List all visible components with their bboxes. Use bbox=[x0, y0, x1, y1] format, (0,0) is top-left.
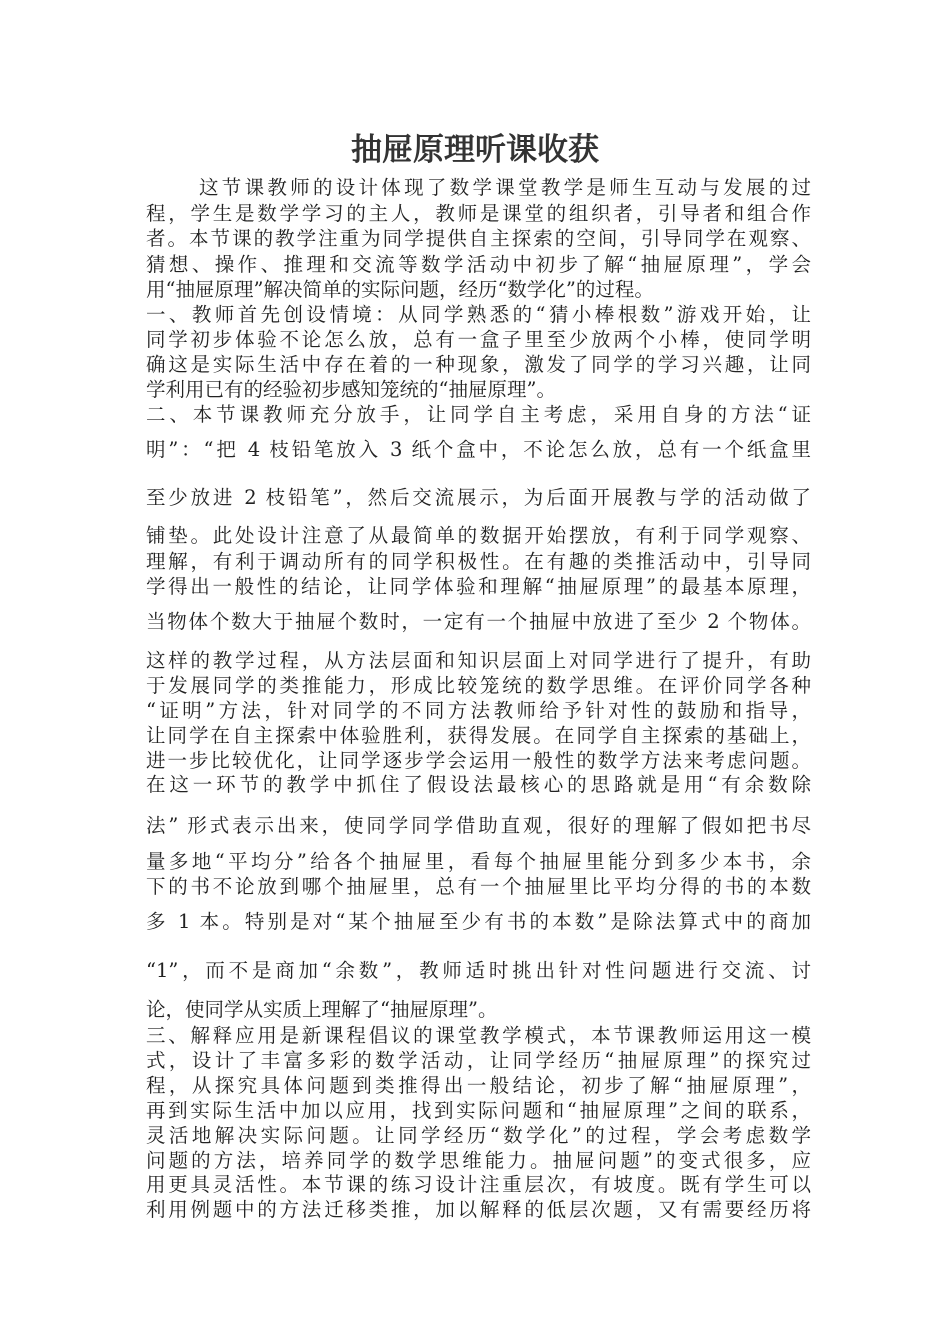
text-line: 者。本节课的教学注重为同学提供自主探索的空间，引导同学在观察、 bbox=[146, 227, 811, 250]
text-line: 三、解释应用是新课程倡议的课堂教学模式，本节课教师运用这一模 bbox=[146, 1024, 811, 1047]
text-line: 用“抽屉原理”解决简单的实际问题，经历“数学化”的过程。 bbox=[146, 278, 654, 301]
text-line: 至少放进 2 枝铅笔”，然后交流展示，为后面开展教与学的活动做了 bbox=[146, 486, 811, 509]
text-line: 这节课教师的设计体现了数学课堂教学是师生互动与发展的过 bbox=[199, 176, 811, 199]
text-line: 式，设计了丰富多彩的数学活动，让同学经历“抽屉原理”的探究过 bbox=[146, 1049, 811, 1072]
text-line: “1”，而不是商加“余数”，教师适时挑出针对性问题进行交流、讨 bbox=[146, 959, 811, 982]
text-line: 明”：“把 4 枝铅笔放入 3 纸个盒中，不论怎么放，总有一个纸盒里 bbox=[146, 438, 811, 461]
text-line: 问题的方法，培养同学的数学思维能力。抽屉问题”的变式很多，应 bbox=[146, 1149, 811, 1172]
text-line: 灵活地解决实际问题。让同学经历“数学化”的过程，学会考虑数学 bbox=[146, 1124, 811, 1147]
text-line: 同学初步体验不论怎么放，总有一盒子里至少放两个小棒，使同学明 bbox=[146, 328, 811, 351]
text-line: 当物体个数大于抽屉个数时，一定有一个抽屉中放进了至少 2 个物体。 bbox=[146, 610, 811, 633]
text-line: 程，从探究具体问题到类推得出一般结论，初步了解“抽屉原理”， bbox=[146, 1074, 811, 1097]
text-line: 铺垫。此处设计注意了从最简单的数据开始摆放，有利于同学观察、 bbox=[146, 524, 811, 547]
text-line: 于发展同学的类推能力，形成比较笼统的数学思维。在评价同学各种 bbox=[146, 674, 811, 697]
text-line: 理解，有利于调动所有的同学积极性。在有趣的类推活动中，引导同 bbox=[146, 550, 811, 573]
page-title: 抽屉原理听课收获 bbox=[351, 132, 599, 168]
text-line: 猜想、操作、推理和交流等数学活动中初步了解“抽屉原理”，学会 bbox=[146, 253, 811, 276]
text-line: 这样的教学过程，从方法层面和知识层面上对同学进行了提升，有助 bbox=[146, 649, 811, 672]
text-line: 在这一环节的教学中抓住了假设法最核心的思路就是用“有余数除 bbox=[146, 773, 811, 796]
text-line: 二、本节课教师充分放手，让同学自主考虑，采用自身的方法“证 bbox=[146, 403, 811, 426]
text-line: “证明”方法，针对同学的不同方法教师给予针对性的鼓励和指导， bbox=[146, 699, 811, 722]
text-line: 利用例题中的方法迁移类推，加以解释的低层次题，又有需要经历将 bbox=[146, 1198, 811, 1221]
text-line: 论，使同学从实质上理解了“抽屉原理”。 bbox=[146, 998, 498, 1021]
text-line: 一、教师首先创设情境：从同学熟悉的“猜小棒根数”游戏开始，让 bbox=[146, 303, 811, 326]
text-line: 学得出一般性的结论，让同学体验和理解“抽屉原理”的最基本原理， bbox=[146, 575, 811, 598]
text-line: 下的书不论放到哪个抽屉里，总有一个抽屉里比平均分得的书的本数 bbox=[146, 875, 811, 898]
text-line: 让同学在自主探索中体验胜利，获得发展。在同学自主探索的基础上， bbox=[146, 724, 811, 747]
text-line: 再到实际生活中加以应用，找到实际问题和“抽屉原理”之间的联系， bbox=[146, 1099, 811, 1122]
text-line: 确这是实际生活中存在着的一种现象，激发了同学的学习兴趣，让同 bbox=[146, 353, 811, 376]
text-line: 多 1 本。特别是对“某个抽屉至少有书的本数”是除法算式中的商加 bbox=[146, 910, 811, 933]
text-line: 进一步比较优化，让同学逐步学会运用一般性的数学方法来考虑问题。 bbox=[146, 749, 811, 772]
text-line: 程，学生是数学学习的主人，教师是课堂的组织者，引导者和组合作 bbox=[146, 202, 811, 225]
text-line: 量多地“平均分”给各个抽屉里，看每个抽屉里能分到多少本书，余 bbox=[146, 850, 811, 873]
text-line: 用更具灵活性。本节课的练习设计注重层次，有坡度。既有学生可以 bbox=[146, 1173, 811, 1196]
text-line: 法” 形式表示出来，使同学同学借助直观，很好的理解了假如把书尽 bbox=[146, 814, 811, 837]
text-line: 学利用已有的经验初步感知笼统的“抽屉原理”。 bbox=[146, 378, 556, 401]
